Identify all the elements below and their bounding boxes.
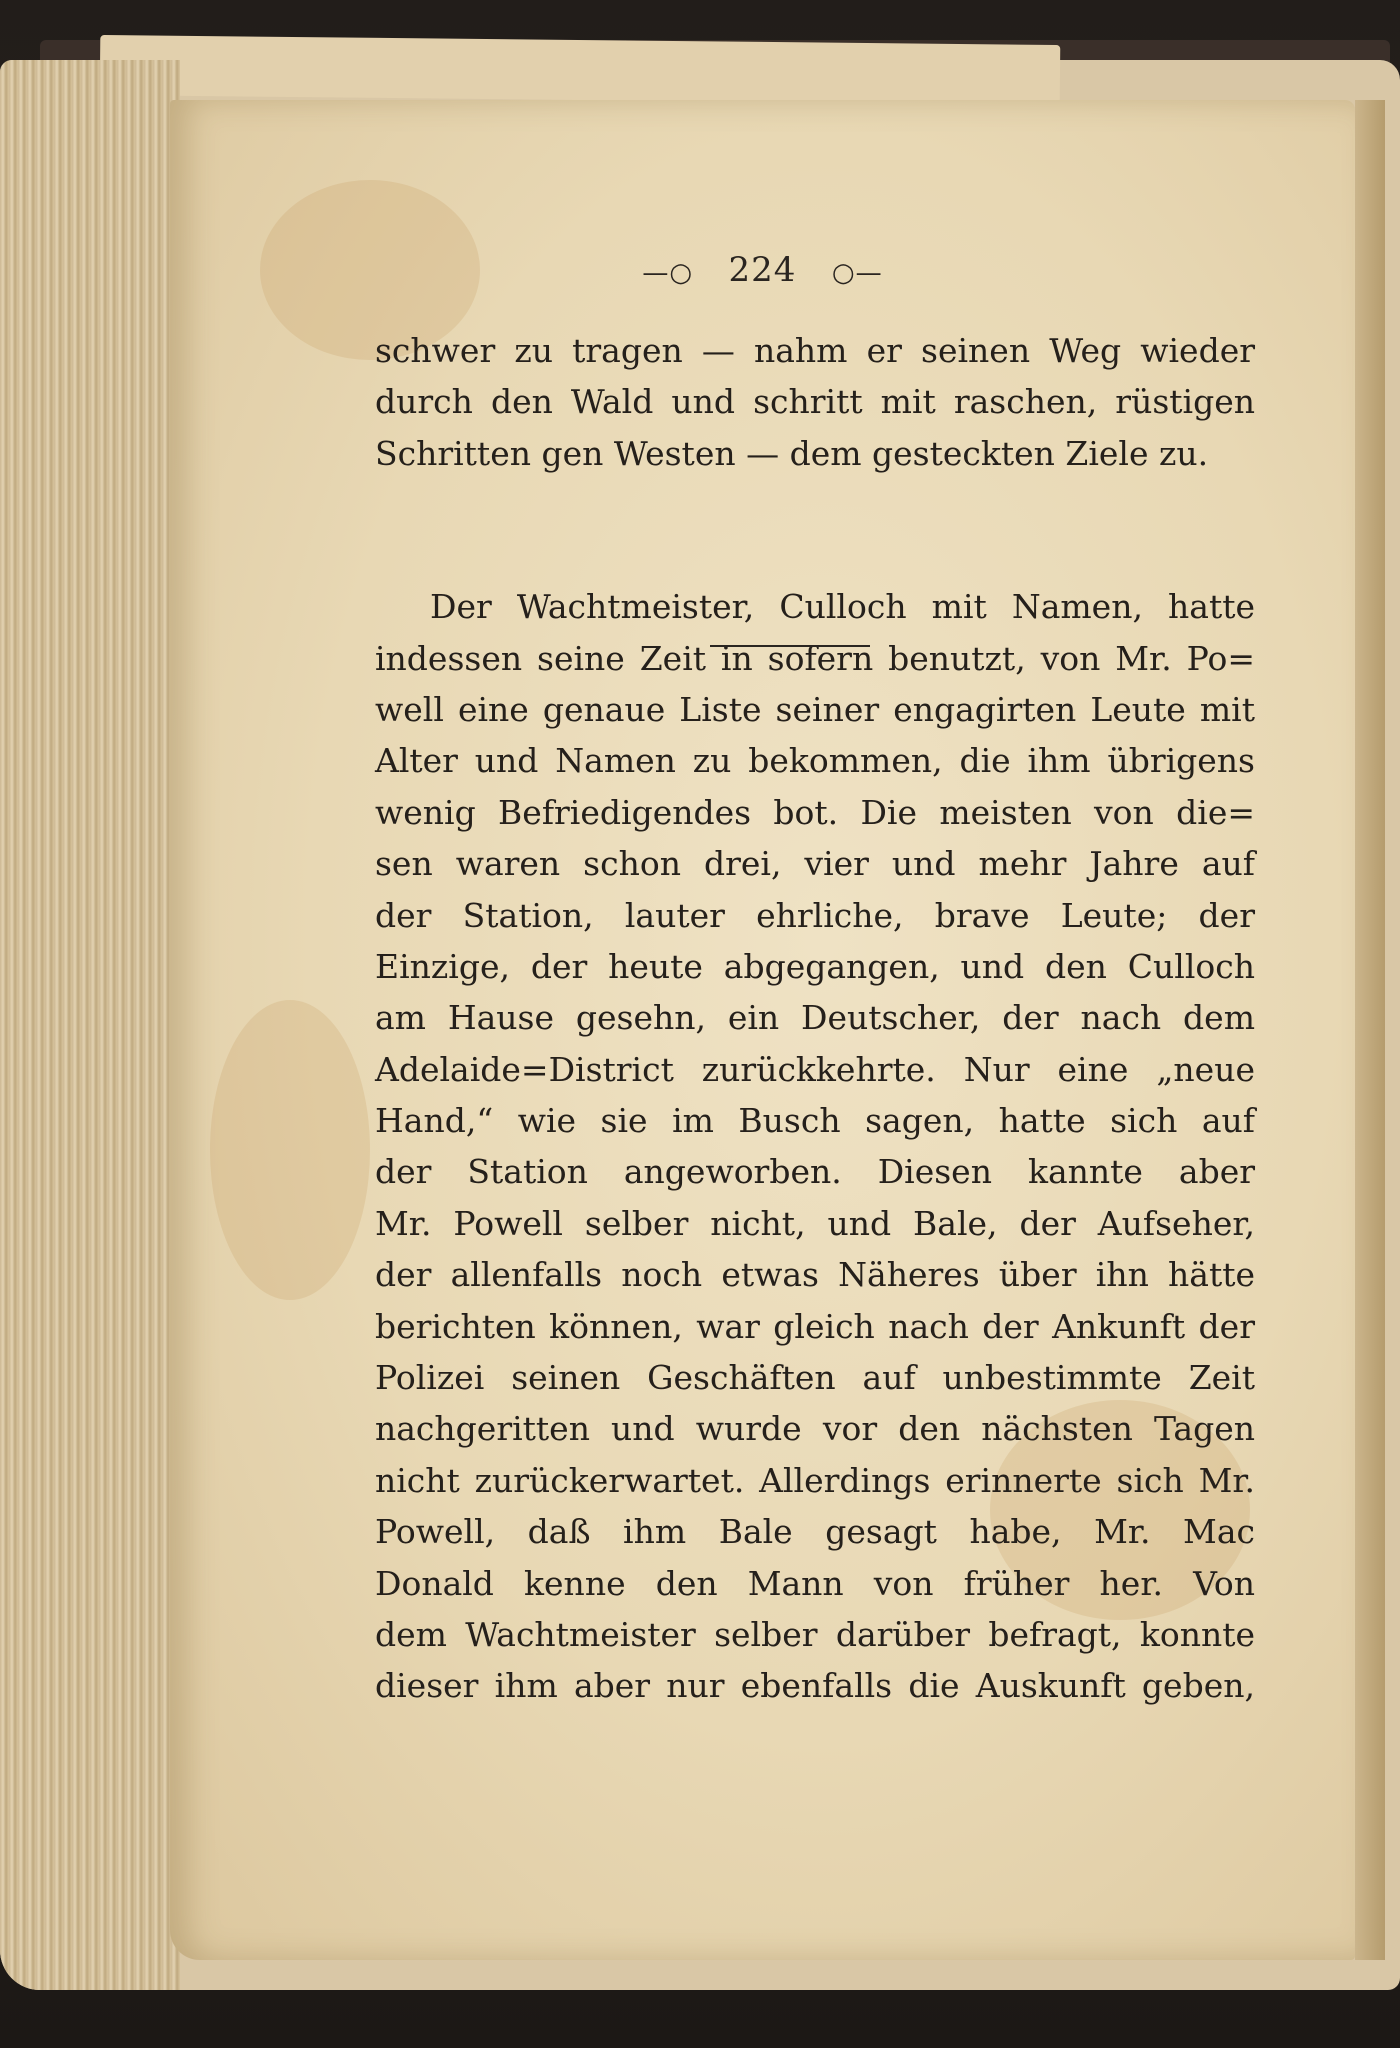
text-line: indessen seine Zeit in sofern benutzt, von Mr. Po= bbox=[375, 638, 1255, 678]
text-line: wenig Befriedigendes bot. Die meisten von die= bbox=[375, 792, 1255, 832]
text-line: der Station, lauter ehrliche, brave Leute; der bbox=[375, 895, 1255, 935]
text-line: nicht zurückerwartet. Allerdings erinnerte sich Mr. bbox=[375, 1460, 1255, 1500]
text-line: schwer zu tragen — nahm er seinen Weg wieder bbox=[375, 331, 1255, 370]
page-edges-left bbox=[0, 60, 180, 1990]
section-divider-rule bbox=[710, 645, 870, 647]
text-line: Alter und Namen zu bekommen, die ihm übrigens bbox=[375, 741, 1255, 781]
text-line: Adelaide=District zurückkehrte. Nur eine „neue bbox=[375, 1049, 1255, 1089]
text-line: der allenfalls noch etwas Näheres über ihn hätte bbox=[375, 1255, 1255, 1295]
page-edge-right bbox=[1355, 100, 1385, 1960]
page-number-value: 224 bbox=[728, 250, 797, 290]
paragraph-1 bbox=[375, 325, 1255, 479]
text-body bbox=[375, 325, 1255, 1712]
text-line: Einzige, der heute abgegangen, und den Culloch bbox=[375, 946, 1255, 986]
ornament-right: ○— bbox=[831, 258, 883, 288]
text-line: Schritten gen Westen — dem gesteckten Ziele zu. bbox=[375, 433, 1209, 473]
text-line: sen waren schon drei, vier und mehr Jahre auf bbox=[375, 844, 1255, 884]
text-line: der Station angeworben. Diesen kannte aber bbox=[375, 1152, 1255, 1192]
paper-stain bbox=[210, 1000, 370, 1300]
ornament-left: —○ bbox=[642, 258, 694, 288]
text-line: Powell, daß ihm Bale gesagt habe, Mr. Mac bbox=[375, 1512, 1255, 1552]
text-line: Mr. Powell selber nicht, und Bale, der Aufseher, bbox=[375, 1203, 1255, 1243]
text-line: am Hause gesehn, ein Deutscher, der nach dem bbox=[375, 998, 1255, 1038]
book-page bbox=[170, 100, 1355, 1960]
text-line: Polizei seinen Geschäften auf unbestimmte Zeit bbox=[375, 1358, 1255, 1398]
page-number bbox=[170, 250, 1355, 290]
text-line: well eine genaue Liste seiner engagirten Leute mit bbox=[375, 689, 1255, 729]
torn-page-fragment bbox=[100, 35, 1061, 105]
text-line: berichten können, war gleich nach der Ankunft der bbox=[375, 1306, 1255, 1346]
text-line: Hand,“ wie sie im Busch sagen, hatte sich auf bbox=[375, 1101, 1255, 1141]
text-line: nachgeritten und wurde vor den nächsten Tagen bbox=[375, 1409, 1255, 1449]
text-line: durch den Wald und schritt mit raschen, rüstigen bbox=[375, 382, 1255, 422]
text-line: dieser ihm aber nur ebenfalls die Auskunft geben, bbox=[375, 1666, 1255, 1706]
section-gap bbox=[375, 479, 1255, 581]
text-line: Donald kenne den Mann von früher her. Von bbox=[375, 1563, 1255, 1603]
text-line: Der Wachtmeister, Culloch mit Namen, hatte bbox=[430, 587, 1255, 627]
text-line: dem Wachtmeister selber darüber befragt, konnte bbox=[375, 1614, 1255, 1654]
paragraph-2 bbox=[375, 581, 1255, 1712]
